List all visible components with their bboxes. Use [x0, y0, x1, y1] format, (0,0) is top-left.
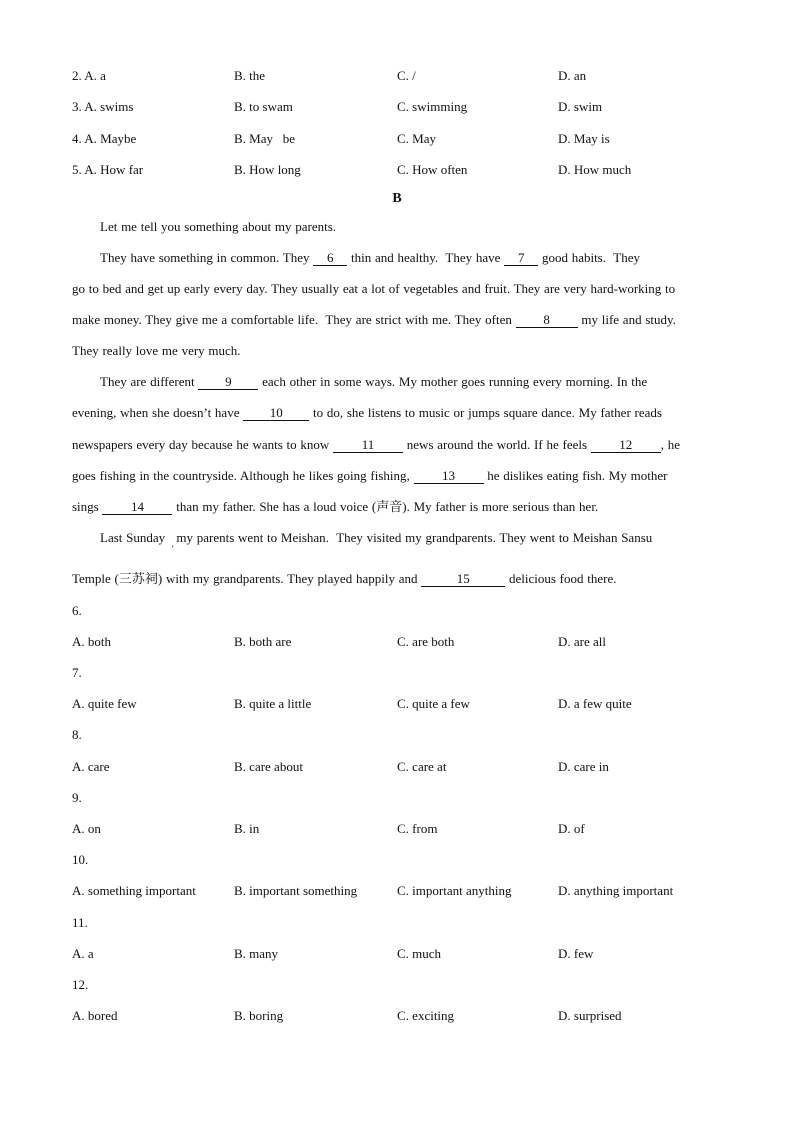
question-4-options — [0, 130, 794, 148]
passage-text: Temple (三苏祠) with my grandparents. They played happily and — [72, 571, 422, 586]
option-b[interactable]: B. care about — [234, 759, 303, 774]
option-d: D. May is — [558, 131, 610, 146]
question-3-options — [0, 98, 794, 116]
passage-line — [72, 342, 241, 360]
passage-line — [72, 498, 598, 516]
passage-text: Last Sunday my parents went to Meishan. They visited my grandparents. They went to Meishan Sansu — [100, 530, 653, 545]
question-number: 11. — [72, 915, 88, 930]
question-options — [0, 695, 794, 713]
option-c[interactable]: C. much — [397, 946, 442, 961]
option-a[interactable]: A. on — [72, 821, 101, 836]
option-b[interactable]: B. both are — [234, 634, 292, 649]
option-c[interactable]: C. from — [397, 821, 438, 836]
stray-mark: ' — [172, 544, 174, 554]
passage-text: They really love me very much. — [72, 343, 241, 358]
option-a[interactable]: A. a — [72, 946, 94, 961]
option-d: D. an — [558, 68, 587, 83]
option-b: B. May be — [234, 131, 296, 146]
option-d[interactable]: D. care in — [558, 759, 609, 774]
blank-10[interactable]: 10 — [243, 406, 309, 421]
option-d: D. swim — [558, 99, 603, 114]
passage-text: go to bed and get up early every day. They usually eat a lot of vegetables and fruit. They are very hard-working to — [72, 281, 676, 296]
question-options — [0, 945, 794, 963]
option-b: B. How long — [234, 162, 301, 177]
blank-15[interactable]: 15 — [421, 572, 505, 587]
question-number: 6. — [72, 603, 82, 618]
passage-text: make money. They give me a comfortable life. They are strict with me. They often — [72, 312, 516, 327]
section-title: B — [392, 191, 402, 206]
option-a: 2. A. a — [72, 68, 106, 83]
passage-text: , he — [660, 437, 681, 452]
option-d[interactable]: D. of — [558, 821, 585, 836]
blank-12[interactable]: 12 — [591, 438, 661, 453]
passage-text: thin and healthy. They have — [347, 250, 505, 265]
option-d[interactable]: D. few — [558, 946, 594, 961]
passage-line — [100, 373, 647, 391]
option-a[interactable]: A. quite few — [72, 696, 137, 711]
question-2-options — [0, 67, 794, 85]
passage-line — [100, 249, 640, 267]
passage-line — [72, 467, 667, 485]
option-b: B. to swam — [234, 99, 293, 114]
option-d[interactable]: D. surprised — [558, 1008, 622, 1023]
blank-9[interactable]: 9 — [198, 375, 258, 390]
option-c[interactable]: C. care at — [397, 759, 447, 774]
passage-text: evening, when she doesn’t have — [72, 405, 244, 420]
question-number: 10. — [72, 852, 89, 867]
question-options — [0, 633, 794, 651]
option-d: D. How much — [558, 162, 632, 177]
passage-line — [72, 311, 676, 329]
passage-line — [72, 436, 680, 454]
passage-text: newspapers every day because he wants to know — [72, 437, 334, 452]
option-c[interactable]: C. important anything — [397, 883, 512, 898]
option-a: 4. A. Maybe — [72, 131, 137, 146]
question-number: 8. — [72, 727, 82, 742]
blank-7[interactable]: 7 — [504, 251, 538, 266]
option-a: 5. A. How far — [72, 162, 144, 177]
question-options — [0, 820, 794, 838]
passage-text: my life and study. — [577, 312, 676, 327]
option-d[interactable]: D. a few quite — [558, 696, 632, 711]
passage-text: delicious food there. — [505, 571, 617, 586]
question-options — [0, 758, 794, 776]
option-c: C. / — [397, 68, 416, 83]
passage-text: They are different — [100, 374, 199, 389]
option-d[interactable]: D. anything important — [558, 883, 674, 898]
question-5-options — [0, 161, 794, 179]
passage-text: goes fishing in the countryside. Although he likes going fishing, — [72, 468, 414, 483]
option-c[interactable]: C. exciting — [397, 1008, 455, 1023]
question-options — [0, 882, 794, 900]
option-b[interactable]: B. many — [234, 946, 279, 961]
blank-8[interactable]: 8 — [516, 313, 578, 328]
option-a[interactable]: A. something important — [72, 883, 196, 898]
question-number: 9. — [72, 790, 82, 805]
option-c: C. May — [397, 131, 436, 146]
option-c[interactable]: C. quite a few — [397, 696, 470, 711]
passage-text: to do, she listens to music or jumps square dance. My father reads — [309, 405, 662, 420]
passage-line — [100, 218, 336, 236]
question-options — [0, 1007, 794, 1025]
option-b[interactable]: B. important something — [234, 883, 358, 898]
option-c: C. How often — [397, 162, 468, 177]
passage-text: sings — [72, 499, 103, 514]
passage-line — [72, 280, 675, 298]
question-number: 12. — [72, 977, 89, 992]
blank-13[interactable]: 13 — [414, 469, 484, 484]
option-a: 3. A. swims — [72, 99, 134, 114]
passage-text: good habits. They — [538, 250, 640, 265]
option-b[interactable]: B. in — [234, 821, 260, 836]
passage-text: each other in some ways. My mother goes running every morning. In the — [258, 374, 648, 389]
option-a[interactable]: A. bored — [72, 1008, 118, 1023]
option-c[interactable]: C. are both — [397, 634, 455, 649]
option-b: B. the — [234, 68, 266, 83]
blank-11[interactable]: 11 — [333, 438, 403, 453]
passage-line — [100, 529, 652, 547]
passage-line — [72, 570, 616, 588]
option-a[interactable]: A. both — [72, 634, 111, 649]
passage-line — [72, 404, 662, 422]
option-a[interactable]: A. care — [72, 759, 110, 774]
passage-text: Let me tell you something about my parents. — [100, 219, 337, 234]
option-b[interactable]: B. quite a little — [234, 696, 312, 711]
passage-text: he dislikes eating fish. My mother — [483, 468, 668, 483]
option-c: C. swimming — [397, 99, 468, 114]
blank-6[interactable]: 6 — [313, 251, 347, 266]
question-number: 7. — [72, 665, 82, 680]
passage-text: than my father. She has a loud voice (声音). My father is more serious than her. — [172, 499, 599, 514]
passage-text: news around the world. If he feels — [403, 437, 591, 452]
blank-14[interactable]: 14 — [102, 500, 172, 515]
option-b[interactable]: B. boring — [234, 1008, 284, 1023]
option-d[interactable]: D. are all — [558, 634, 607, 649]
passage-text: They have something in common. They — [100, 250, 314, 265]
